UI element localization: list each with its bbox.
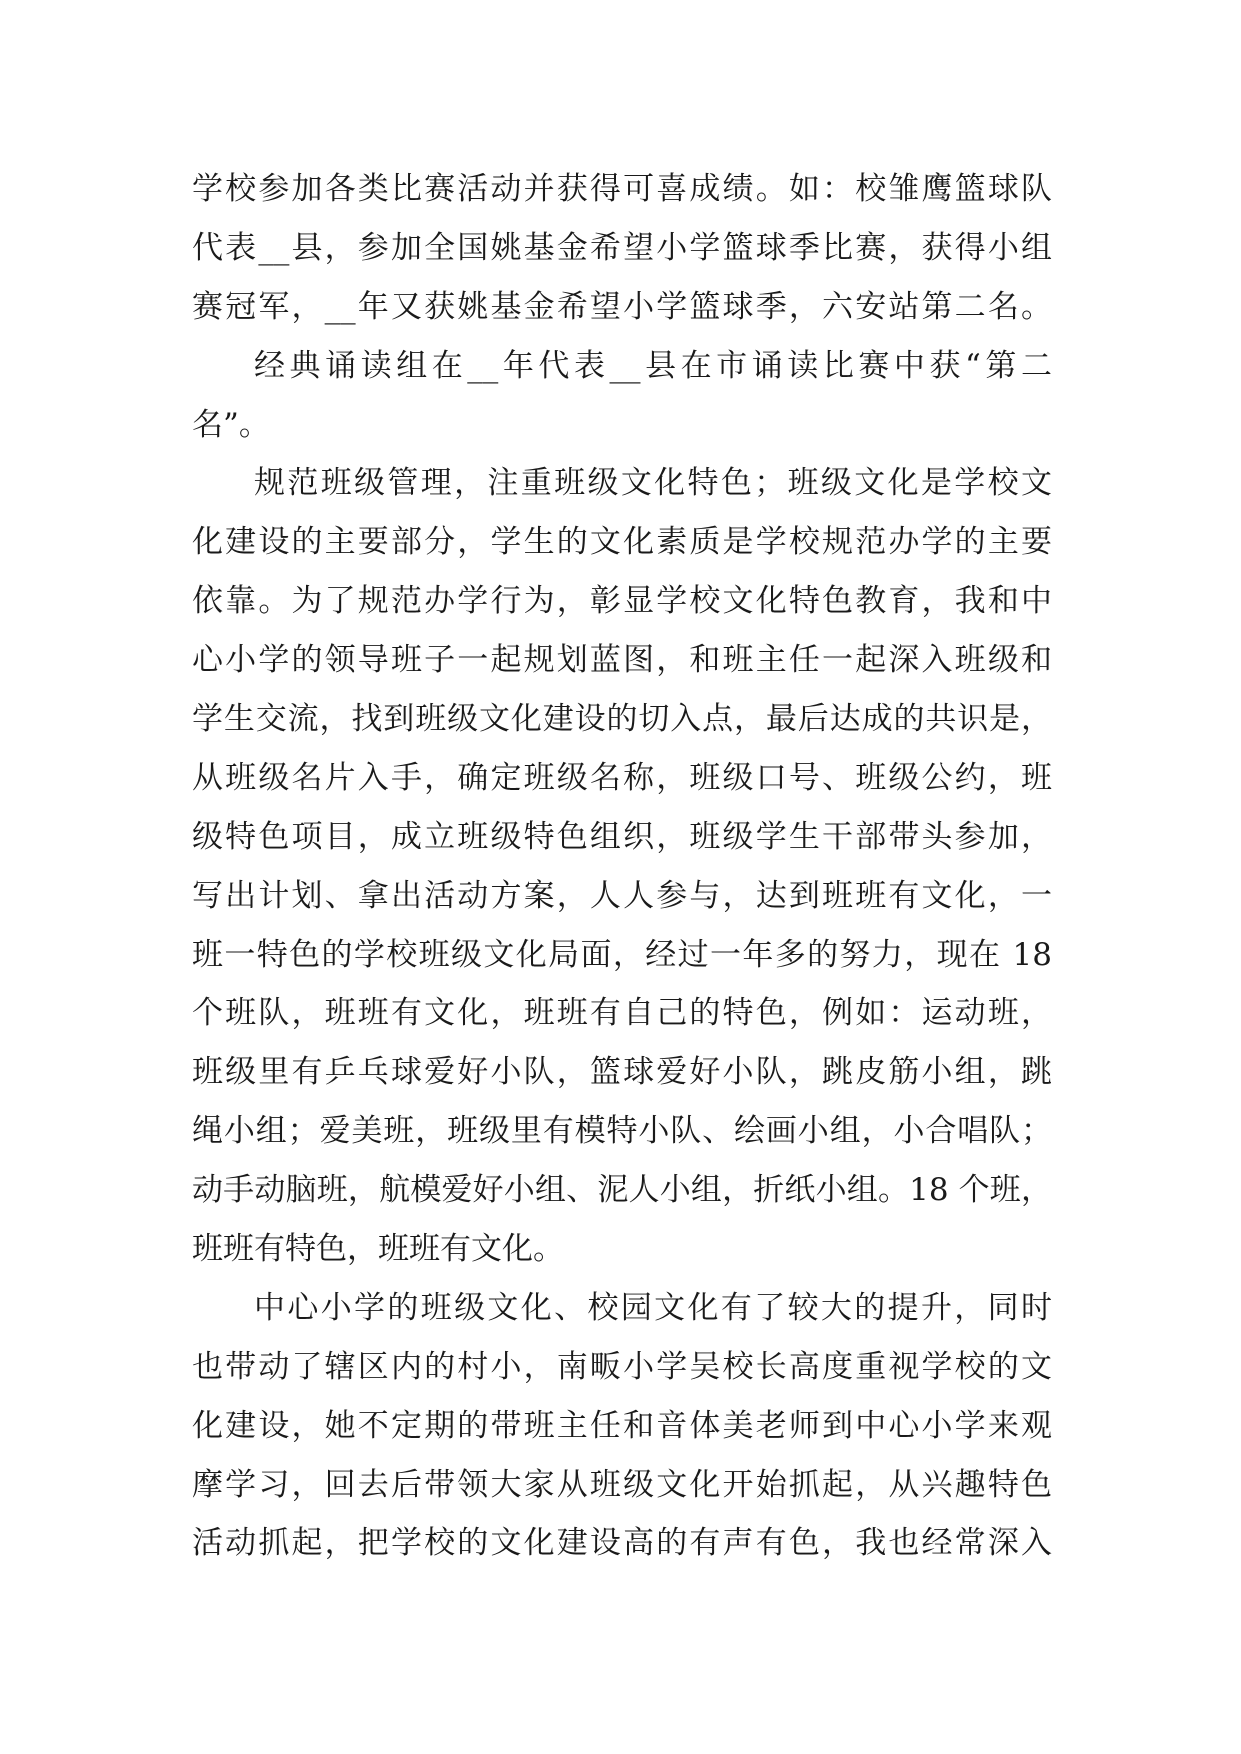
text-line: 经典诵读组在__年代表__县在市诵读比赛中获“第二 bbox=[254, 347, 1052, 384]
text-line: 依靠。为了规范办学行为，彰显学校文化特色教育，我和中 bbox=[192, 583, 1052, 620]
text-line: 心小学的领导班子一起规划蓝图，和班主任一起深入班级和 bbox=[192, 642, 1052, 679]
text-line: 写出计划、拿出活动方案，人人参与，达到班班有文化，一 bbox=[192, 877, 1052, 914]
text-line: 代表__县，参加全国姚基金希望小学篮球季比赛，获得小组 bbox=[192, 229, 1052, 266]
text-line: 也带动了辖区内的村小，南畈小学吴校长高度重视学校的文 bbox=[192, 1348, 1052, 1385]
text-line: 摩学习，回去后带领大家从班级文化开始抓起，从兴趣特色 bbox=[192, 1466, 1052, 1503]
text-line: 从班级名片入手，确定班级名称，班级口号、班级公约，班 bbox=[192, 759, 1052, 796]
text-line: 赛冠军，__年又获姚基金希望小学篮球季，六安站第二名。 bbox=[192, 288, 1052, 325]
text-line: 化建设，她不定期的带班主任和音体美老师到中心小学来观 bbox=[192, 1407, 1052, 1444]
text-line: 活动抓起，把学校的文化建设高的有声有色，我也经常深入 bbox=[192, 1525, 1052, 1562]
text-line: 级特色项目，成立班级特色组织，班级学生干部带头参加， bbox=[192, 818, 1052, 855]
text-line: 个班队，班班有文化，班班有自己的特色，例如：运动班， bbox=[192, 995, 1052, 1032]
text-line: 学校参加各类比赛活动并获得可喜成绩。如：校雏鹰篮球队 bbox=[192, 171, 1052, 207]
text-line: 绳小组；爱美班，班级里有模特小队、绘画小组，小合唱队； bbox=[192, 1113, 1052, 1150]
text-line: 班一特色的学校班级文化局面，经过一年多的努力，现在 18 bbox=[192, 936, 1052, 973]
text-line: 班级里有乒乓球爱好小队，篮球爱好小队，跳皮筋小组，跳 bbox=[192, 1054, 1052, 1091]
text-line: 中心小学的班级文化、校园文化有了较大的提升，同时 bbox=[254, 1289, 1052, 1326]
text-line: 化建设的主要部分，学生的文化素质是学校规范办学的主要 bbox=[192, 524, 1052, 561]
text-line: 规范班级管理，注重班级文化特色；班级文化是学校文 bbox=[254, 465, 1052, 502]
text-line: 动手动脑班，航模爱好小组、泥人小组，折纸小组。18 个班， bbox=[192, 1172, 1052, 1209]
text-line: 学生交流，找到班级文化建设的切入点，最后达成的共识是， bbox=[192, 701, 1052, 738]
text-line: 名”。 bbox=[192, 406, 270, 443]
body-text bbox=[192, 160, 1052, 1573]
text-line: 班班有特色，班班有文化。 bbox=[192, 1231, 564, 1268]
